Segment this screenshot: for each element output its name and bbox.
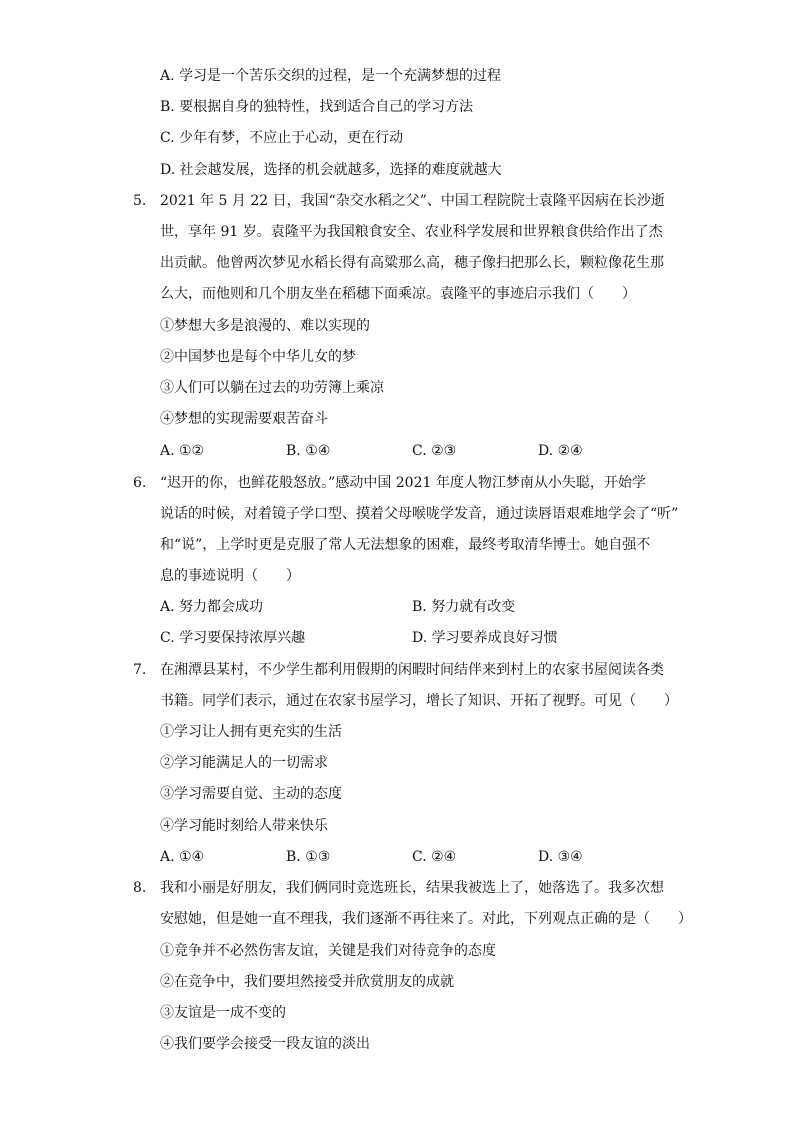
q7-item: ④学习能时刻给人带来快乐 — [160, 818, 328, 834]
q6-choice-d: D. 学习要养成良好习惯 — [412, 630, 558, 646]
q6-choice-a: A. 努力都会成功 — [160, 599, 264, 615]
q8-item: ③友谊是一成不变的 — [160, 1005, 286, 1021]
q5-choice-d: D. ②④ — [538, 443, 583, 459]
q5-item: ②中国梦也是每个中华儿女的梦 — [160, 349, 356, 365]
question-number: 8. — [133, 880, 147, 896]
q5-stem-line: 世，享年 91 岁。袁隆平为我国粮食安全、农业科学发展和世界粮食供给作出了杰 — [160, 224, 663, 240]
q6-choice-c: C. 学习要保持浓厚兴趣 — [160, 630, 306, 646]
q8-item: ①竞争并不必然伤害友谊，关键是我们对待竞争的态度 — [160, 943, 496, 959]
q5-item: ④梦想的实现需要艰苦奋斗 — [160, 411, 328, 427]
q8-item: ④我们要学会接受一段友谊的淡出 — [160, 1036, 370, 1052]
q7-stem-line: 书籍。同学们表示，通过在农家书屋学习，增长了知识、开拓了视野。可见（ ） — [160, 693, 678, 709]
q5-item: ①梦想大多是浪漫的、难以实现的 — [160, 318, 370, 334]
q6-choice-b: B. 努力就有改变 — [412, 599, 516, 615]
q7-item: ②学习能满足人的一切需求 — [160, 755, 328, 771]
q4-option-d: D. 社会越发展，选择的机会就越多，选择的难度就越大 — [160, 162, 502, 178]
q5-stem-line: 出贡献。他曾两次梦见水稻长得有高粱那么高，穗子像扫把那么长，颗粒像花生那 — [160, 255, 664, 271]
q8-stem-line: 我和小丽是好朋友，我们俩同时竞选班长，结果我被选上了，她落选了。我多次想 — [160, 880, 664, 896]
q6-stem-line: 说话的时候，对着镜子学口型、摸着父母喉咙学发音，通过读唇语艰难地学会了“听” — [160, 506, 679, 522]
q7-stem-line: 在湘潭县某村，不少学生都利用假期的闲暇时间结伴来到村上的农家书屋阅读各类 — [160, 662, 664, 678]
question-number: 6. — [133, 475, 147, 491]
q8-stem-line: 安慰她，但是她一直不理我，我们逐渐不再往来了。对此，下列观点正确的是（ ） — [160, 911, 692, 927]
q7-choice-b: B. ①③ — [286, 849, 331, 865]
q5-choice-c: C. ②③ — [412, 443, 457, 459]
q6-stem-line: “迟开的你，也鲜花般怒放。”感动中国 2021 年度人物江梦南从小失聪，开始学 — [160, 475, 646, 491]
q7-item: ③学习需要自觉、主动的态度 — [160, 786, 342, 802]
q7-choice-d: D. ③④ — [538, 849, 583, 865]
q5-stem-line: 2021 年 5 月 22 日，我国“杂交水稻之父”、中国工程院院士袁隆平因病在长沙逝 — [160, 193, 665, 209]
q5-choice-b: B. ①④ — [286, 443, 331, 459]
q7-choice-c: C. ②④ — [412, 849, 457, 865]
q7-item: ①学习让人拥有更充实的生活 — [160, 724, 342, 740]
q6-stem-line: 息的事迹说明（ ） — [160, 568, 300, 584]
question-number: 7. — [133, 662, 147, 678]
q8-item: ②在竞争中，我们要坦然接受并欣赏朋友的成就 — [160, 974, 454, 990]
q6-stem-line: 和“说”，上学时更是克服了常人无法想象的困难，最终考取清华博士。她自强不 — [160, 537, 651, 553]
q7-choice-a: A. ①④ — [160, 849, 205, 865]
q4-option-a: A. 学习是一个苦乐交织的过程，是一个充满梦想的过程 — [160, 68, 502, 84]
question-number: 5. — [133, 193, 147, 209]
q5-stem-line: 么大，而他则和几个朋友坐在稻穗下面乘凉。袁隆平的事迹启示我们（ ） — [160, 286, 636, 302]
q4-option-b: B. 要根据自身的独特性，找到适合自己的学习方法 — [160, 99, 474, 115]
q5-item: ③人们可以躺在过去的功劳簿上乘凉 — [160, 380, 384, 396]
q5-choice-a: A. ①② — [160, 443, 205, 459]
q4-option-c: C. 少年有梦，不应止于心动，更在行动 — [160, 130, 404, 146]
